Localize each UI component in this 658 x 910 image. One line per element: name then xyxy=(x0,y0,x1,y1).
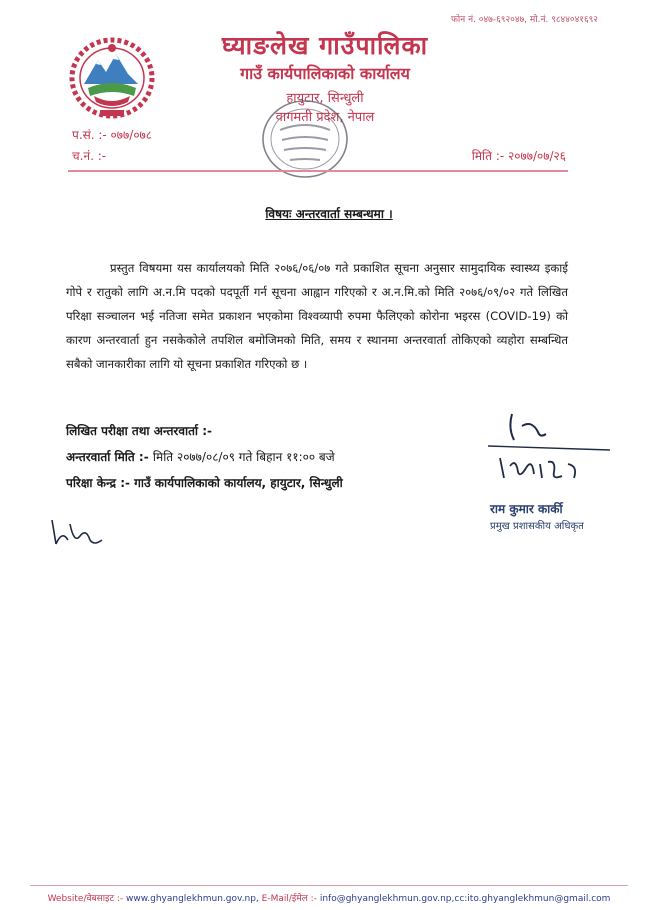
interview-date-label: अन्तरवार्ता मिति :- xyxy=(66,450,149,464)
signatory-title: प्रमुख प्रशासकीय अधिकृत xyxy=(490,521,584,532)
exam-interview-heading: लिखित परीक्षा तथा अन्तरवार्ता :- xyxy=(66,424,212,438)
address-line-1: हायुटार, सिन्धुली xyxy=(286,91,364,106)
initials-signature-icon xyxy=(46,510,106,550)
organization-name: घ्याङलेख गाउँपालिका xyxy=(221,31,429,60)
interview-date-line xyxy=(66,448,335,465)
reference-number: प.सं. :- ०७७/०७८ xyxy=(72,128,153,142)
dispatch-number: च.नं. :- xyxy=(72,149,107,163)
letter-date: मिति :- २०७७/०७/२६ xyxy=(471,149,566,163)
signatory-name: राम कुमार कार्की xyxy=(490,502,563,516)
website-label: Website/वेबसाइट :- xyxy=(47,894,124,904)
website-link[interactable]: www.ghyanglekhmun.gov.np, xyxy=(126,894,259,904)
footer-divider xyxy=(30,885,628,886)
address-line-2: वागमती प्रदेश, नेपाल xyxy=(275,110,375,125)
phone-numbers: फोन नं. ०४७-६९२०४७, मो.नं. ९८४४०४१६९२ xyxy=(450,15,598,25)
notice-paragraph: प्रस्तुत विषयमा यस कार्यालयको मिति २०७६/०६/०७ गते प्रकाशित सूचना अनुसार सामुदायिक स्वास्थ्य इकाई गोपे र रातुको लागि अ.न.मि पदको पदपूर्ती गर्न सूचना आह्वान गरिएको र अ.न.मि.को मिति २०७६/०९/०२ गते लिखित परिक्षा सञ्चालन भई नतिजा समेत प्रकाशन भएकोमा विश्वव्यापी रुपमा फैलिएको कोरोना भइरस (COVID-19) को कारण अन्तरवार्ता हुन नसकेकोले तपशिल बमोजिमको मिति, समय र स्थानमा अन्तरवार्ता तोकिएको व्यहोरा सम्बन्धित सबैको जानकारीका लागि यो सूचना प्रकाशित गरिएको छ । xyxy=(66,261,568,371)
exam-center-value: गाउँ कार्यपालिकाको कार्यालय, हायुटार, सिन्धुली xyxy=(134,476,343,490)
handwritten-signature-icon xyxy=(482,406,612,486)
exam-center-label: परिक्षा केन्द्र :- xyxy=(66,476,130,490)
subject-line: विषयः अन्तरवार्ता सम्बन्धमा । xyxy=(265,207,393,221)
exam-center-line xyxy=(66,474,343,491)
government-emblem-icon xyxy=(66,34,158,120)
footer-contact xyxy=(0,891,658,904)
office-name: गाउँ कार्यपालिकाको कार्यालय xyxy=(240,64,410,83)
email-label: E-Mail/ईमेल :- xyxy=(261,894,317,904)
header-divider xyxy=(68,170,568,172)
interview-date-value: मिति २०७७/०८/०९ गते बिहान ११:०० बजे xyxy=(152,450,335,464)
email-link[interactable]: info@ghyanglekhmun.gov.np,cc:ito.ghyanglekhmun@gmail.com xyxy=(319,894,611,904)
